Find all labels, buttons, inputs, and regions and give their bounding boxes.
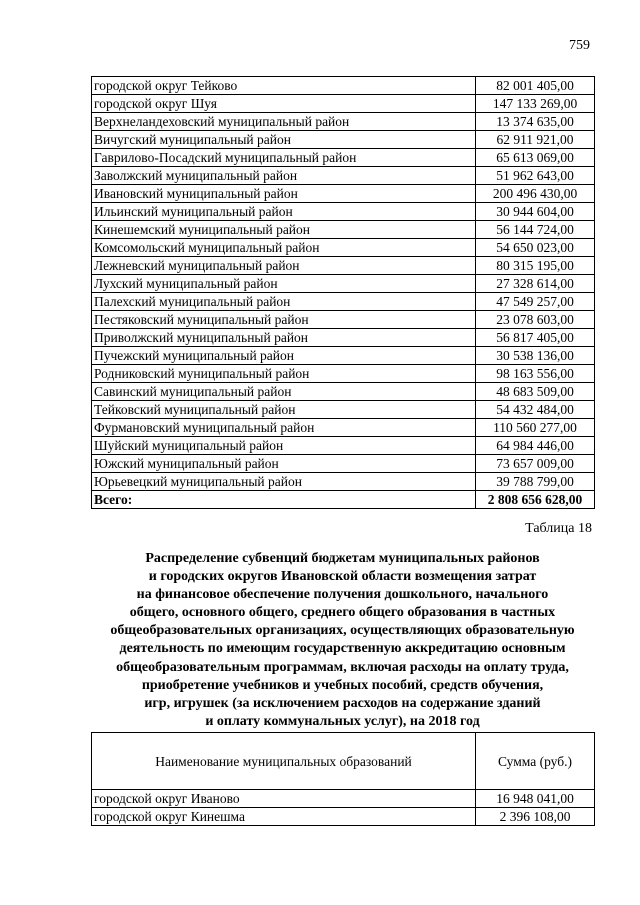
table-body	[92, 77, 595, 509]
amount-cell: 47 549 257,00	[476, 293, 595, 311]
amount-cell: 110 560 277,00	[476, 419, 595, 437]
municipality-name: Заволжский муниципальный район	[92, 167, 476, 185]
municipality-name: городской округ Шуя	[92, 95, 476, 113]
municipality-name: Лежневский муниципальный район	[92, 257, 476, 275]
municipality-name: Южский муниципальный район	[92, 455, 476, 473]
table-row	[92, 131, 595, 149]
amount-cell: 54 432 484,00	[476, 401, 595, 419]
table-row	[92, 77, 595, 95]
amount-cell: 16 948 041,00	[476, 790, 595, 808]
table-heading	[80, 550, 605, 731]
heading-line: общеобразовательным программам, включая расходы на оплату труда,	[116, 659, 569, 675]
heading-line: приобретение учебников и учебных пособий, средств обучения,	[141, 677, 544, 693]
municipality-name: Шуйский муниципальный район	[92, 437, 476, 455]
amount-cell: 48 683 509,00	[476, 383, 595, 401]
municipality-name: Тейковский муниципальный район	[92, 401, 476, 419]
amount-cell: 54 650 023,00	[476, 239, 595, 257]
table-row	[92, 437, 595, 455]
amount-cell: 2 396 108,00	[476, 808, 595, 826]
amount-cell: 56 144 724,00	[476, 221, 595, 239]
amount-cell: 30 944 604,00	[476, 203, 595, 221]
amount-cell: 27 328 614,00	[476, 275, 595, 293]
table-row	[92, 808, 595, 826]
table-row	[92, 185, 595, 203]
table-row	[92, 790, 595, 808]
heading-line: Распределение субвенций бюджетам муниципальных районов	[145, 551, 540, 566]
table-row	[92, 473, 595, 491]
heading-line: и городских округов Ивановской области возмещения затрат	[148, 569, 537, 585]
amount-cell: 62 911 921,00	[476, 131, 595, 149]
amount-cell: 65 613 069,00	[476, 149, 595, 167]
municipality-name: Савинский муниципальный район	[92, 383, 476, 401]
column-header-sum: Сумма (руб.)	[476, 733, 595, 790]
column-header-name: Наименование муниципальных образований	[92, 733, 476, 790]
page-number: 759	[569, 38, 590, 53]
municipality-name: городской округ Кинешма	[92, 808, 476, 826]
heading-line: на финансовое обеспечение получения дошкольного, начального	[136, 587, 549, 603]
municipality-name: Комсомольский муниципальный район	[92, 239, 476, 257]
total-label: Всего:	[92, 491, 476, 509]
table-row	[92, 311, 595, 329]
table-row	[92, 113, 595, 131]
amount-cell: 23 078 603,00	[476, 311, 595, 329]
municipality-name: Ивановский муниципальный район	[92, 185, 476, 203]
table-row	[92, 365, 595, 383]
heading-line: общего, основного общего, среднего общего образования в частных	[129, 605, 556, 621]
municipality-name: Палехский муниципальный район	[92, 293, 476, 311]
amount-cell: 147 133 269,00	[476, 95, 595, 113]
total-row	[92, 491, 595, 509]
amount-cell: 64 984 446,00	[476, 437, 595, 455]
table-row	[92, 347, 595, 365]
total-amount: 2 808 656 628,00	[476, 491, 595, 509]
municipality-name: Кинешемский муниципальный район	[92, 221, 476, 239]
amount-cell: 98 163 556,00	[476, 365, 595, 383]
municipality-name: Верхнеландеховский муниципальный район	[92, 113, 476, 131]
amount-cell: 82 001 405,00	[476, 77, 595, 95]
table-row	[92, 455, 595, 473]
municipality-name: Пестяковский муниципальный район	[92, 311, 476, 329]
amount-cell: 30 538 136,00	[476, 347, 595, 365]
table-row	[92, 203, 595, 221]
municipality-name: Фурмановский муниципальный район	[92, 419, 476, 437]
municipality-name: Ильинский муниципальный район	[92, 203, 476, 221]
table-row	[92, 167, 595, 185]
municipality-name: Пучежский муниципальный район	[92, 347, 476, 365]
amount-cell: 51 962 643,00	[476, 167, 595, 185]
table-row	[92, 257, 595, 275]
heading-line: деятельность по имеющим государственную аккредитацию основным	[119, 641, 566, 657]
amount-cell: 80 315 195,00	[476, 257, 595, 275]
municipality-name: Гаврилово-Посадский муниципальный район	[92, 149, 476, 167]
municipality-name: Вичугский муниципальный район	[92, 131, 476, 149]
municipality-name: Лухский муниципальный район	[92, 275, 476, 293]
municipality-name: Юрьевецкий муниципальный район	[92, 473, 476, 491]
heading-line: игр, игрушек (за исключением расходов на содержание зданий	[144, 695, 541, 711]
amount-cell: 200 496 430,00	[476, 185, 595, 203]
table-row	[92, 419, 595, 437]
amount-cell: 56 817 405,00	[476, 329, 595, 347]
subvention-table-continued	[91, 76, 595, 509]
table-row	[92, 149, 595, 167]
table-row	[92, 221, 595, 239]
heading-line: и оплату коммунальных услуг), на 2018 год	[205, 713, 480, 729]
municipality-name: городской округ Тейково	[92, 77, 476, 95]
heading-line: общеобразовательных организациях, осуществляющих образовательную	[110, 623, 575, 639]
table-row	[92, 401, 595, 419]
amount-cell: 73 657 009,00	[476, 455, 595, 473]
amount-cell: 13 374 635,00	[476, 113, 595, 131]
municipality-name: Родниковский муниципальный район	[92, 365, 476, 383]
table-row	[92, 293, 595, 311]
subvention-table-18	[91, 732, 595, 826]
municipality-name: Приволжский муниципальный район	[92, 329, 476, 347]
table-row	[92, 383, 595, 401]
table-label: Таблица 18	[525, 521, 592, 536]
amount-cell: 39 788 799,00	[476, 473, 595, 491]
table-header-row	[92, 733, 595, 790]
table-row	[92, 95, 595, 113]
municipality-name: городской округ Иваново	[92, 790, 476, 808]
table-row	[92, 275, 595, 293]
table-row	[92, 239, 595, 257]
table-row	[92, 329, 595, 347]
table-body	[92, 790, 595, 826]
